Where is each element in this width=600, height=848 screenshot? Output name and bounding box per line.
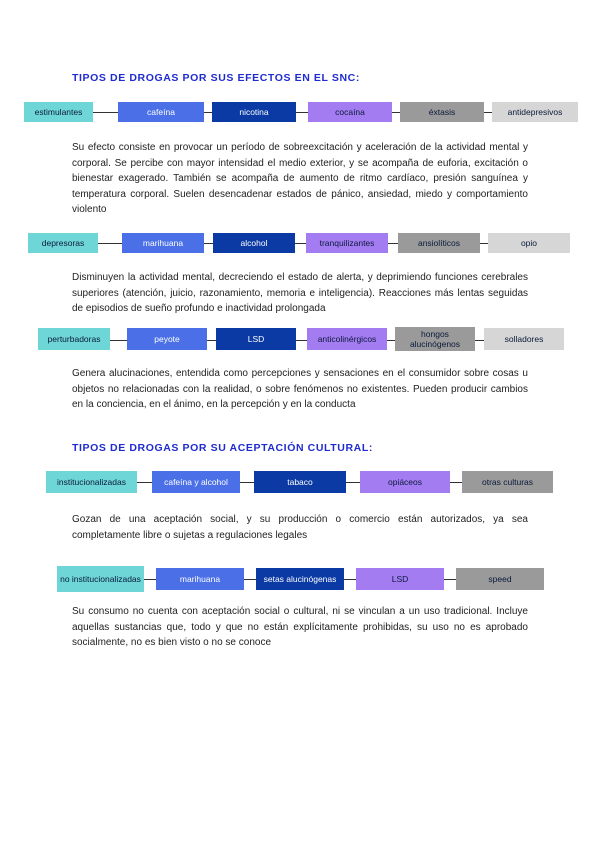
example-antidepresivos: antidepresivos xyxy=(492,102,578,122)
paragraph-non-institutionalized: Su consumo no cuenta con aceptación social o cultural, ni se vinculan a un uso tradicional. Incluye aquellas sustancias que, todo y que no están explícitamente prohibidas, su uso no es aprobado socialmente, no es bien visto o no se conoce xyxy=(72,606,528,648)
section-heading-snc: TIPOS DE DROGAS POR SUS EFECTOS EN EL SNC: xyxy=(72,72,360,84)
row-institutionalized xyxy=(0,471,600,495)
category-stimulants: estimulantes xyxy=(24,102,93,122)
example-otras-culturas: otras culturas xyxy=(462,471,553,493)
category-non-institutionalized: no institucionalizadas xyxy=(57,566,144,592)
example-marihuana-ni: marihuana xyxy=(156,568,244,590)
category-institutionalized: institucionalizadas xyxy=(46,471,137,493)
example-lsd-ni: LSD xyxy=(356,568,444,590)
example-speed: speed xyxy=(456,568,544,590)
example-solladores: solladores xyxy=(484,328,564,350)
example-opiaceos: opiáceos xyxy=(360,471,450,493)
paragraph-depressants: Disminuyen la actividad mental, decreciendo el estado de alerta, y deprimiendo funciones cerebrales superiores (atención, juicio, razonamiento, memoria e inteligencia). Reacciones más lentas seguidas de episodios de sueño profundo e inactividad prolongada xyxy=(72,272,528,314)
example-cafeina-y-alcohol: cafeína y alcohol xyxy=(152,471,240,493)
paragraph-disruptors: Genera alucinaciones, entendida como percepciones y sensaciones en el consumidor sobre cosas u objetos no relacionadas con la realidad, o sobre fenómenos no existentes. Pueden producir cambios en la conciencia, en el ánimo, en la percepción y en la conducta xyxy=(72,368,528,410)
example-tranquilizantes: tranquilizantes xyxy=(306,233,388,253)
row-stimulants xyxy=(0,102,600,126)
paragraph-stimulants: Su efecto consiste en provocar un período de sobreexcitación y aceleración de la actividad mental y corporal. Se percibe con mayor intensidad el medio exterior, y se acompaña de euforia, excitación o bienestar exagerado. También se acompaña de aumento de ritmo cardíaco, presión sanguínea y temperatura corporal. Suelen desencadenar estados de pánico, ansiedad, miedo y comportamiento violento xyxy=(72,142,528,215)
row-depressants xyxy=(0,233,600,257)
row-non-institutionalized xyxy=(0,566,600,590)
example-anticolinergicos: anticolinérgicos xyxy=(307,328,387,350)
category-depressants: depresoras xyxy=(28,233,98,253)
section-heading-cultural: TIPOS DE DROGAS POR SU ACEPTACIÓN CULTURAL: xyxy=(72,442,373,454)
example-tabaco: tabaco xyxy=(254,471,346,493)
example-alcohol: alcohol xyxy=(213,233,295,253)
example-marihuana: marihuana xyxy=(122,233,204,253)
example-lsd: LSD xyxy=(216,328,296,350)
example-ansioliticos: ansiolíticos xyxy=(398,233,480,253)
paragraph-institutionalized: Gozan de una aceptación social, y su producción o comercio están autorizados, ya sea completamente libre o sujetas a regulaciones legales xyxy=(72,514,528,541)
category-disruptors: perturbadoras xyxy=(38,328,110,350)
example-extasis: éxtasis xyxy=(400,102,484,122)
example-setas-alucinogenas: setas alucinógenas xyxy=(256,568,344,590)
row-disruptors xyxy=(0,328,600,352)
example-cocaina: cocaína xyxy=(308,102,392,122)
example-cafeina: cafeína xyxy=(118,102,204,122)
example-peyote: peyote xyxy=(127,328,207,350)
example-nicotina: nicotina xyxy=(212,102,296,122)
example-hongos-alucinogenos: hongos alucinógenos xyxy=(395,327,475,351)
example-opio: opio xyxy=(488,233,570,253)
